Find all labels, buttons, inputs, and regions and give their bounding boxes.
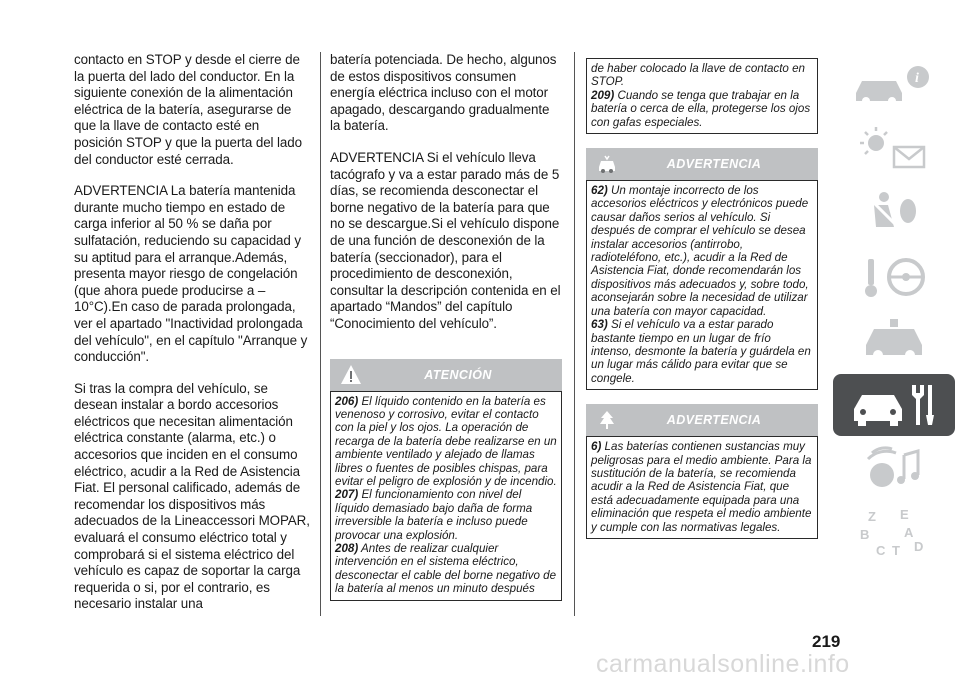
note-number: 63) [591, 318, 608, 332]
note-text: Cuando se tenga que trabajar en la batería o cerca de ella, protegerse los ojos con gafas especiales. [591, 88, 811, 129]
banner-title: ATENCIÓN [424, 367, 492, 382]
note-item [591, 440, 813, 534]
note-text: Las baterías contienen sustancias muy peligrosas para el medio ambiente. Para la sustitución de la batería, se recomienda acudir a la Red de Asistencia Fiat, que está adecuadamente equipada para una eliminación que respeta el medio ambiente y cumple con las normativas legales. [591, 440, 812, 534]
banner-title: ADVERTENCIA [666, 157, 762, 172]
atencion-box [330, 391, 562, 601]
index-letter: A [904, 525, 914, 540]
note-number: 62) [591, 184, 608, 198]
tab-starting-driving[interactable] [833, 246, 955, 308]
body-paragraph: ADVERTENCIA Si el vehículo lleva tacógrafo y va a estar parado más de 5 días, se recomienda desconectar el borne negativo de la batería para que no se descargue.Si el vehículo dispone de una función de desconexión de la batería (seccionador), para el procedimiento de desconexión, consultar la descripción contenida en el apartado “Mandos” del capítulo “Conocimiento del vehículo”. [330, 149, 561, 331]
tab-car-info[interactable] [833, 54, 955, 116]
body-paragraph: contacto en STOP y desde el cierre de la puerta del lado del conductor. En la siguiente conexión de la alimentación eléctrica de la batería, asegurarse de que la llave de contacto esté en posición STOP y que la puerta del lado del conductor esté cerrada. [74, 52, 302, 167]
body-paragraph: Si tras la compra del vehículo, se desean instalar a bordo accesorios eléctricos que necesitan alimentación eléctrica constante (alarma, etc.) o accesorios que inciden en el consumo eléctrico, acudir a la Red de Asistencia Fiat. El personal calificado, además de recomendar los dispositivos más adecuados de la Lineaccessori MOPAR, evaluará el consumo eléctrico total y comprobará si el sistema eléctrico del vehículo es capaz de soportar la carga requerida o si, por el contrario, es necesario instalar una [74, 380, 310, 612]
tab-emergency[interactable] [833, 310, 955, 372]
key-steering-wheel-icon [846, 251, 942, 303]
tab-maintenance[interactable] [833, 374, 955, 436]
continued-note-box [586, 58, 818, 134]
note-item [591, 184, 813, 318]
tab-safety[interactable] [833, 182, 955, 244]
note-item [591, 89, 813, 129]
note-text: Si el vehículo va a estar parado bastante tiempo en un lugar de frío intenso, desmonte la batería y guárdela en un lugar más cálido para evitar que se congele. [591, 318, 811, 385]
note-number: 6) [591, 440, 602, 454]
advertencia-environment-banner [586, 404, 818, 436]
note-number: 207) [335, 488, 359, 502]
index-letter: T [892, 543, 900, 558]
advertencia-environment-box [586, 436, 818, 539]
tab-index[interactable] [833, 502, 955, 564]
tab-warning-lights[interactable] [833, 118, 955, 180]
note-item [591, 318, 813, 385]
index-letter: Z [868, 509, 876, 524]
note-text: El líquido contenido en la batería es venenoso y corrosivo, evitar el contacto con la piel y los ojos. La operación de recarga de la batería debe realizarse en un ambiente ventilado y alejado de llamas libres o fuentes de posibles chispas, para evitar el peligro de explosión y de incendio. [335, 394, 557, 488]
index-letter: E [900, 507, 909, 522]
note-text: de haber colocado la llave de contacto en STOP. [591, 62, 805, 89]
note-number: 206) [335, 394, 359, 408]
column-right [586, 58, 818, 539]
car-info-icon [846, 59, 942, 111]
watermark: carmanualsonline.info [596, 650, 850, 678]
car-damage-icon [596, 153, 618, 175]
warning-triangle-icon [340, 364, 362, 386]
index-letter: C [876, 543, 886, 558]
note-item [335, 488, 557, 542]
note-text: Un montaje incorrecto de los accesorios eléctricos y electrónicos puede causar daños serios al vehículo. Si después de comprar el vehículo se desea instalar accesorios (antirrobo, radioteléfono, etc.), acudir a la Red de Asistencia Fiat, donde recomendarán los dispositivos más adecuados y, sobre todo, aconsejarán sobre la necesidad de utilizar una batería con mayor capacidad. [591, 184, 809, 318]
column-left [74, 52, 310, 628]
svg-text:i: i [915, 71, 919, 86]
tab-multimedia[interactable] [833, 438, 955, 500]
note-text: El funcionamiento con nivel del líquido demasiado bajo daña de forma irreversible la batería e incluso puede provocar una explosión. [335, 488, 533, 542]
advertencia-banner [586, 148, 818, 180]
tree-environment-icon [596, 409, 618, 431]
column-divider [574, 52, 575, 616]
note-number: 209) [591, 88, 615, 102]
column-middle [330, 52, 562, 601]
warning-lights-icon [846, 123, 942, 175]
note-item [335, 395, 557, 489]
note-number: 208) [335, 541, 359, 555]
column-divider [320, 52, 321, 616]
index-letter: D [914, 539, 924, 554]
page-number: 219 [812, 632, 841, 651]
car-maintenance-tools-icon [846, 379, 942, 431]
note-text: Antes de realizar cualquier intervención en el sistema eléctrico, desconectar el cable del borne negativo de la batería al menos un minuto después [335, 541, 557, 596]
alphabetical-index-icon [846, 507, 942, 559]
chapter-tabs [833, 54, 955, 566]
car-emergency-icon [846, 315, 942, 367]
advertencia-box [586, 180, 818, 390]
body-paragraph: batería potenciada. De hecho, algunos de estos dispositivos consumen energía eléctrica incluso con el motor apagado, descargando gradualmente la batería. [330, 52, 557, 134]
atencion-banner [330, 359, 562, 391]
safety-seat-airbag-icon [846, 187, 942, 239]
banner-title: ADVERTENCIA [666, 413, 762, 428]
index-letter: B [860, 527, 870, 542]
body-paragraph: ADVERTENCIA La batería mantenida durante mucho tiempo en estado de carga inferior al 50 % se daña por sulfatación, reduciendo su capacidad y su aptitud para el arranque.Además, presenta mayor riesgo de congelación (que ahora puede producirse a –10°C).En caso de parada prolongada, ver el apartado "Inactividad prolongada del vehículo", en el capítulo "Arranque y conducción". [74, 183, 308, 365]
note-item [335, 542, 557, 596]
multimedia-icon [846, 443, 942, 495]
